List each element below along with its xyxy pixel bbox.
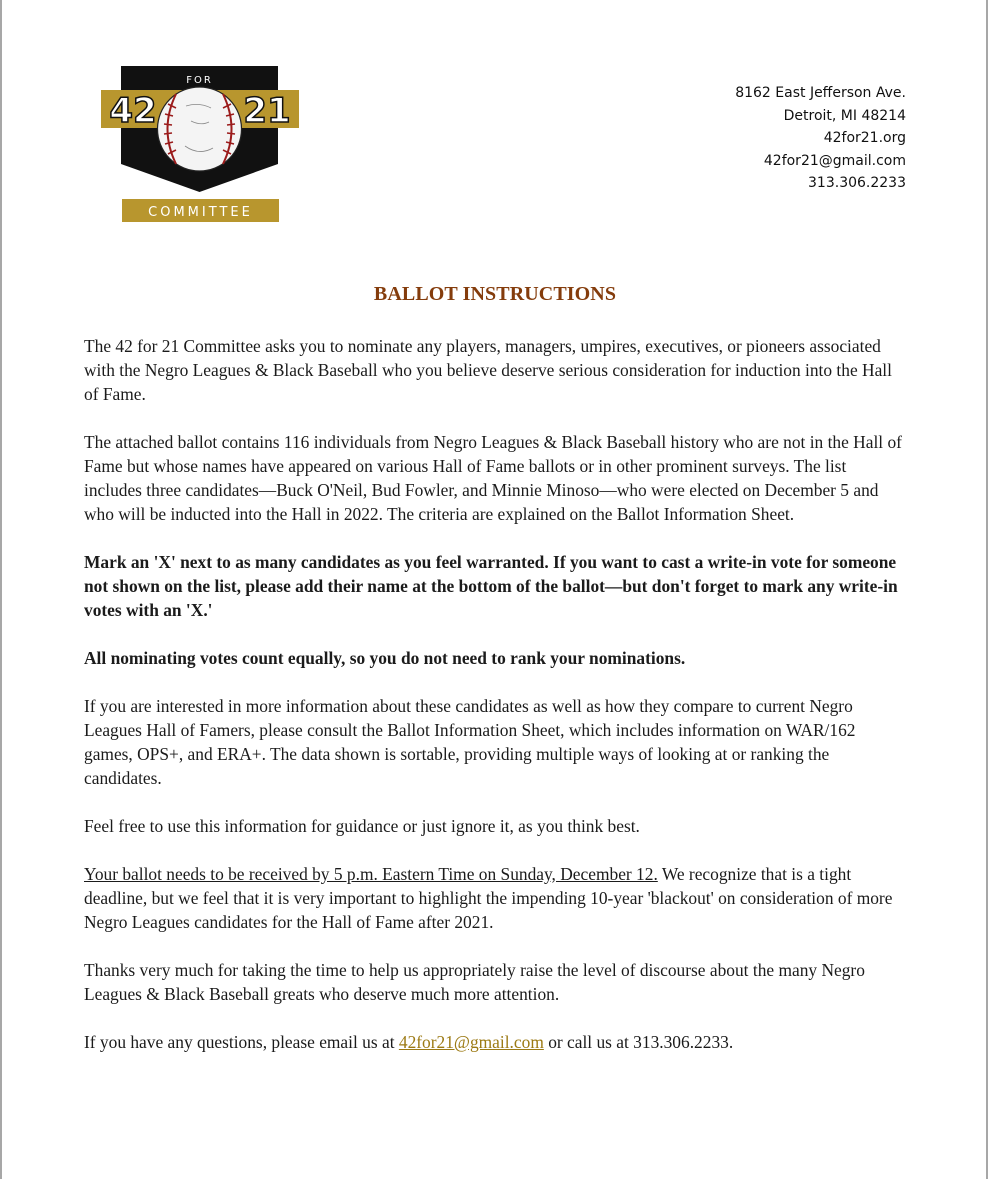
address-phone: 313.306.2233 bbox=[808, 175, 906, 192]
paragraph-equal-votes: All nominating votes count equally, so you do not need to rank your nominations. bbox=[84, 648, 686, 668]
contact-after: or call us at 313.306.2233. bbox=[543, 1032, 734, 1052]
address-street: 8162 East Jefferson Ave. bbox=[735, 85, 906, 101]
email-link[interactable]: 42for21@gmail.com bbox=[398, 1032, 544, 1052]
logo-number-left: 42 bbox=[109, 91, 157, 131]
paragraph-deadline bbox=[84, 862, 908, 934]
instructions-body bbox=[84, 334, 908, 1078]
paragraph-contact bbox=[84, 1030, 908, 1054]
contact-address bbox=[735, 82, 906, 195]
paragraph-ballot-contents: The attached ballot contains 116 individuals from Negro Leagues & Black Baseball history who are not in the Hall of Fame but whose names have appeared on various Hall of Fame ballots or in other prominent surveys. The list includes three candidates—Buck O'Neil, Bud Fowler, and Minnie Minoso—who were elected on December 5 and who will be inducted into the Hall in 2022. The criteria are explained on the Ballot Information Sheet. bbox=[84, 432, 902, 524]
deadline-rest: We recognize that is a tight deadline, but we feel that it is very important to highlight the impending 10-year 'blackout' on consideration of more Negro Leagues candidates for the Hall of Fame after 2021. bbox=[84, 864, 893, 932]
address-website: 42for21.org bbox=[823, 130, 906, 147]
paragraph-intro: The 42 for 21 Committee asks you to nominate any players, managers, umpires, executives, or pioneers associated with the Negro Leagues & Black Baseball who you believe deserve serious consideration for induction into the Hall of Fame. bbox=[84, 336, 892, 404]
contact-before: If you have any questions, please email us at bbox=[84, 1032, 399, 1052]
page-title: BALLOT INSTRUCTIONS bbox=[373, 283, 617, 305]
deadline-text: Your ballot needs to be received by 5 p.m. Eastern Time on Sunday, December 12. bbox=[84, 864, 658, 884]
logo-top-word: FOR bbox=[186, 75, 213, 86]
address-city: Detroit, MI 48214 bbox=[783, 107, 906, 124]
paragraph-thanks: Thanks very much for taking the time to help us appropriately raise the level of discourse about the many Negro Leagues & Black Baseball greats who deserve much more attention. bbox=[84, 960, 865, 1004]
logo-bottom-word: COMMITTEE bbox=[148, 205, 253, 220]
logo-number-right: 21 bbox=[243, 91, 291, 131]
baseball-icon bbox=[158, 87, 242, 171]
paragraph-marking-instructions: Mark an 'X' next to as many candidates as you feel warranted. If you want to cast a write-in vote for someone not shown on the list, please add their name at the bottom of the ballot—but don't forget to mark any write-in votes with an 'X.' bbox=[84, 552, 898, 620]
committee-logo bbox=[101, 66, 299, 224]
paragraph-more-info: If you are interested in more information about these candidates as well as how they compare to current Negro Leagues Hall of Famers, please consult the Ballot Information Sheet, which includes information on WAR/162 games, OPS+, and ERA+. The data shown is sortable, providing multiple ways of looking at or ranking the candidates. bbox=[84, 696, 856, 788]
paragraph-guidance: Feel free to use this information for guidance or just ignore it, as you think best. bbox=[84, 816, 640, 836]
address-email: 42for21@gmail.com bbox=[763, 152, 906, 169]
